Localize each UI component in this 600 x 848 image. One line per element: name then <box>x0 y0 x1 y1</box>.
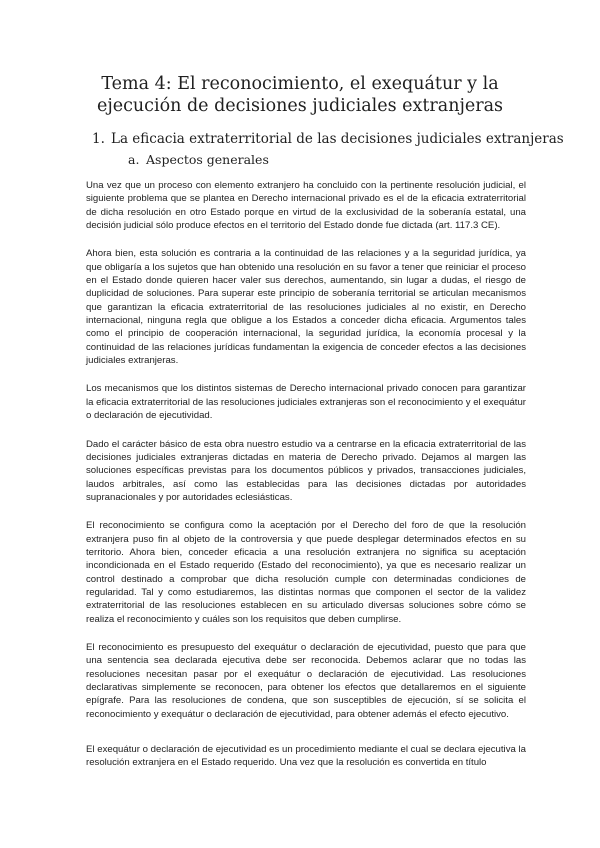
paragraph: Ahora bien, esta solución es contraria a la continuidad de las relaciones y a la seguridad jurídica, ya que obligaría a los sujetos que han obtenido una resolución en su favor a tener que reiniciar el proceso en el Estado donde quieren hacer valer sus derechos, aumentando, sin lugar a dudas, el riesgo de duplicidad de soluciones. Para superar este principio de soberanía territorial se articulan mecanismos que garantizan la eficacia extraterritorial de las resoluciones judiciales al no existir, en Derecho internacional, ninguna regla que obligue a los Estados a conceder dicha eficacia. Argumentos tales como el principio de cooperación internacional, la seguridad jurídica, la economía procesal y la continuidad de las relaciones jurídicas fundamentan la exigencia de conceder efectos a las decisiones judiciales extranjeras. <box>86 248 526 367</box>
paragraph: Los mecanismos que los distintos sistemas de Derecho internacional privado conocen para garantizar la eficacia extraterritorial de las resoluciones judiciales extranjeras son el reconocimiento y el exequátur o declaración de ejecutividad. <box>86 383 526 422</box>
subsection-heading <box>128 152 269 167</box>
document-title: Tema 4: El reconocimiento, el exequátur y la ejecución de decisiones judiciales extranjeras <box>96 74 504 116</box>
section-number: 1. <box>92 131 105 147</box>
body-text <box>86 179 526 785</box>
subsection-title: Aspectos generales <box>146 152 269 167</box>
paragraph: El exequátur o declaración de ejecutividad es un procedimiento mediante el cual se declara ejecutiva la resolución extranjera en el Estado requerido. Una vez que la resolución es convertida en título <box>86 744 526 769</box>
subsection-letter: a. <box>128 152 140 167</box>
paragraph: El reconocimiento se configura como la aceptación por el Derecho del foro de que la resolución extranjera puso fin al objeto de la controversia y que puede desplegar determinados efectos en su territorio. Ahora bien, conceder eficacia a una resolución extranjera no significa su aceptación incondicionada en el Estado requerido (Estado del reconocimiento), ya que es necesario realizar un control destinado a comprobar que dicha resolución cumple con determinadas condiciones de regularidad. Tal y como estudiaremos, las distintas normas que componen el sector de la validez extraterritorial de las resoluciones establecen en su articulado diversas soluciones sobre cómo se realiza el reconocimiento y cuáles son los requisitos que deben cumplirse. <box>86 520 526 625</box>
paragraph: Dado el carácter básico de esta obra nuestro estudio va a centrarse en la eficacia extraterritorial de las decisiones judiciales extranjeras dictadas en materia de Derecho privado. Dejamos al margen las soluciones específicas previstas para los documentos públicos y privados, transacciones judiciales, laudos arbitrales, así como las establecidas para las decisiones dictadas por autoridades supranacionales y por autoridades eclesiásticas. <box>86 438 526 503</box>
paragraph: Una vez que un proceso con elemento extranjero ha concluido con la pertinente resolución judicial, el siguiente problema que se plantea en Derecho internacional privado es el de la eficacia extraterritorial de dicha resolución en otro Estado porque en virtud de la exclusividad de la soberanía estatal, una decisión judicial sólo produce efectos en el territorio del Estado donde fue dictada (art. 117.3 CE). <box>86 180 526 232</box>
section-title: La eficacia extraterritorial de las decisiones judiciales extranjeras <box>111 131 564 147</box>
section-heading <box>92 131 564 147</box>
paragraph: El reconocimiento es presupuesto del exequátur o declaración de ejecutividad, puesto que para que una sentencia sea declarada ejecutiva debe ser reconocida. Debemos aclarar que no todas las resoluciones necesitan pasar por el exequátur o declaración de ejecutividad. Las resoluciones declarativas simplemente se reconocen, para obtener los efectos que detallaremos en el siguiente epígrafe. Para las resoluciones de condena, que son susceptibles de ejecución, sí se solicita el reconocimiento y exequátur o declaración de ejecutividad, para obtener además el efecto ejecutivo. <box>86 641 526 720</box>
